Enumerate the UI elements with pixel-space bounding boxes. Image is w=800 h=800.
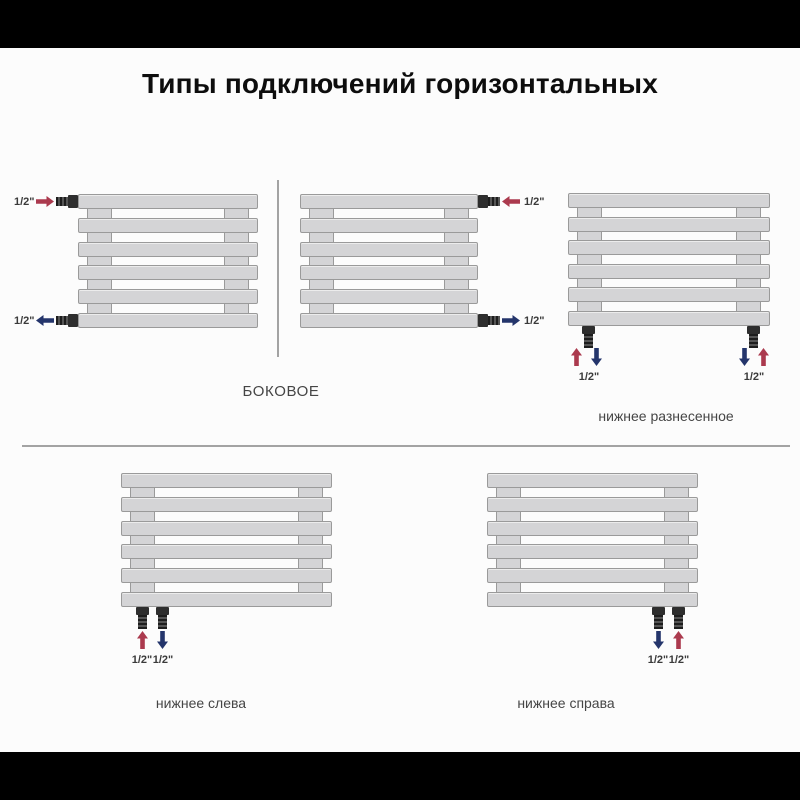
radiator-tube [487,544,698,559]
return-arrow-down-icon [157,631,168,649]
radiator-tubes [568,193,770,326]
fitting-thread [138,615,147,629]
pipe-fitting [582,326,595,348]
size-label: 1/2" [14,315,35,327]
radiator-tube [300,242,478,257]
radiator-tube [568,193,770,208]
pipe-fitting [156,607,169,629]
pipe-fitting [672,607,685,629]
radiator-tube [300,194,478,209]
radiator-tube [487,473,698,488]
size-label: 1/2" [152,654,174,666]
pipe-fitting [56,195,78,208]
fitting-thread [584,334,593,348]
supply-arrow-left-icon [502,196,520,207]
divider-horizontal [22,445,790,447]
radiator-tube [121,497,332,512]
return-arrow-down-icon [591,348,602,366]
radiator-tube [568,287,770,302]
fitting-thread [56,197,68,206]
radiator-tube [121,568,332,583]
caption-bottom-spread: нижнее разнесенное [598,408,734,424]
fitting-nut [478,314,488,327]
pipe-fitting [56,314,78,327]
size-label: 1/2" [14,196,35,208]
radiator-tube [78,218,258,233]
return-arrow-left-icon [36,315,54,326]
supply-arrow-up-icon [758,348,769,366]
supply-arrow-right-icon [36,196,54,207]
radiator-tube [487,568,698,583]
size-label: 1/2" [647,654,669,666]
radiator-side-left [78,194,258,328]
fitting-thread [488,316,500,325]
radiator-tube [78,289,258,304]
supply-arrow-up-icon [137,631,148,649]
page-title: Типы подключений горизонтальных [141,68,659,99]
radiator-tube [487,521,698,536]
fitting-thread [56,316,68,325]
letterbox-bottom [0,752,800,800]
pipe-fitting [478,195,500,208]
caption-side-connection: БОКОВОЕ [242,383,320,400]
size-label: 1/2" [524,315,545,327]
radiator-tube [78,242,258,257]
size-label: 1/2" [743,371,765,383]
radiator-side-right [300,194,478,328]
return-arrow-down-icon [653,631,664,649]
radiator-tubes [300,194,478,328]
pipe-fitting [136,607,149,629]
radiator-tube [300,218,478,233]
pipe-fitting [747,326,760,348]
fitting-nut [136,607,149,615]
fitting-thread [158,615,167,629]
fitting-nut [672,607,685,615]
radiator-tubes [121,473,332,607]
fitting-nut [478,195,488,208]
caption-bottom-left: нижнее слева [155,695,247,711]
fitting-thread [654,615,663,629]
fitting-thread [749,334,758,348]
fitting-thread [488,197,500,206]
fitting-nut [68,314,78,327]
radiator-tube [568,217,770,232]
radiator-tube [121,592,332,607]
radiator-tube [568,240,770,255]
supply-arrow-up-icon [571,348,582,366]
radiator-tube [487,497,698,512]
fitting-nut [156,607,169,615]
radiator-tube [300,289,478,304]
radiator-tube [121,473,332,488]
size-label: 1/2" [131,654,153,666]
pipe-fitting [652,607,665,629]
radiator-bottom-right [487,473,698,607]
radiator-tube [121,544,332,559]
radiator-tube [568,264,770,279]
return-arrow-down-icon [739,348,750,366]
fitting-nut [652,607,665,615]
supply-arrow-up-icon [673,631,684,649]
radiator-tube [78,265,258,280]
size-label: 1/2" [668,654,690,666]
pipe-fitting [478,314,500,327]
radiator-tubes [78,194,258,328]
radiator-tube [300,313,478,328]
radiator-tube [487,592,698,607]
radiator-tube [78,194,258,209]
size-label: 1/2" [524,196,545,208]
letterbox-top [0,0,800,48]
divider-vertical [277,180,279,357]
caption-bottom-right: нижнее справа [517,695,615,711]
return-arrow-right-icon [502,315,520,326]
size-label: 1/2" [578,371,600,383]
fitting-nut [68,195,78,208]
radiator-tubes [487,473,698,607]
fitting-nut [747,326,760,334]
fitting-thread [674,615,683,629]
radiator-tube [568,311,770,326]
radiator-bottom-spread [568,193,770,326]
fitting-nut [582,326,595,334]
radiator-bottom-left [121,473,332,607]
radiator-tube [121,521,332,536]
radiator-tube [78,313,258,328]
radiator-tube [300,265,478,280]
